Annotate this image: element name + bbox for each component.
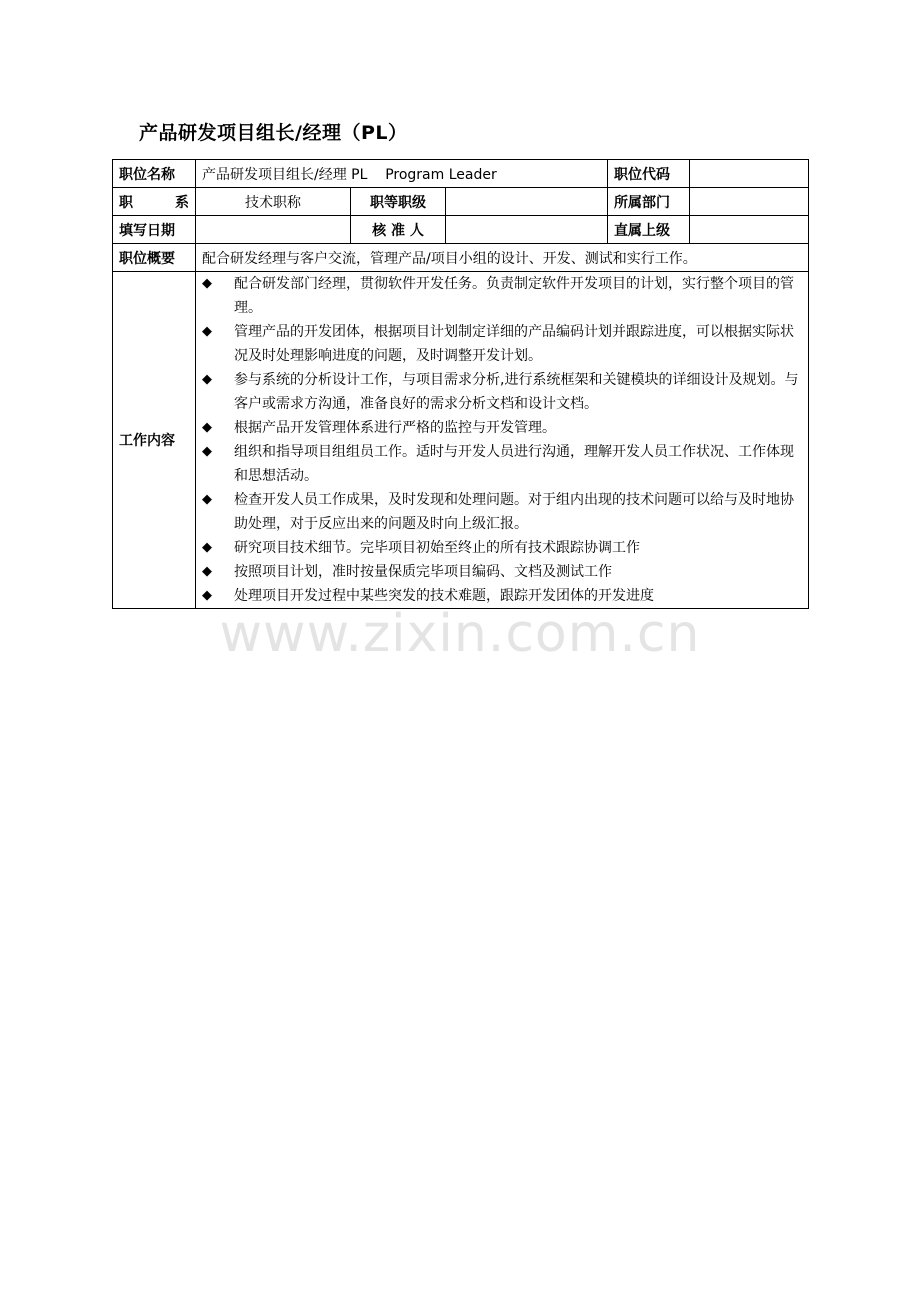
duty-text: 参与系统的分析设计工作，与项目需求分析,进行系统框架和关键模块的详细设计及规划。与客户或需求方沟通，准备良好的需求分析文档和设计文档。 xyxy=(234,372,799,412)
list-item xyxy=(202,440,802,488)
value-approver xyxy=(446,216,608,244)
label-job-family: 职 系 xyxy=(113,188,196,216)
label-supervisor: 直属上级 xyxy=(608,216,690,244)
diamond-bullet-icon: ◆ xyxy=(202,540,212,555)
duties-list xyxy=(202,272,802,608)
diamond-bullet-icon: ◆ xyxy=(202,444,212,459)
duty-text: 按照项目计划，准时按量保质完毕项目编码、文档及测试工作 xyxy=(234,564,612,580)
duty-text: 检查开发人员工作成果，及时发现和处理问题。对于组内出现的技术问题可以给与及时地协助处理，对于反应出来的问题及时向上级汇报。 xyxy=(234,492,794,532)
list-item xyxy=(202,536,802,560)
list-item xyxy=(202,320,802,368)
table-row-position xyxy=(113,160,809,188)
value-grade xyxy=(446,188,608,216)
value-department xyxy=(690,188,809,216)
label-position-name: 职位名称 xyxy=(113,160,196,188)
document-title: 产品研发项目组长/经理（PL） xyxy=(139,122,408,144)
list-item xyxy=(202,488,802,536)
diamond-bullet-icon: ◆ xyxy=(202,276,212,291)
list-item xyxy=(202,272,802,320)
duty-text: 研究项目技术细节。完毕项目初始至终止的所有技术跟踪协调工作 xyxy=(234,540,640,556)
value-position-name: 产品研发项目组长/经理 PL Program Leader xyxy=(196,160,608,188)
duty-text: 配合研发部门经理，贯彻软件开发任务。负责制定软件开发项目的计划，实行整个项目的管理。 xyxy=(234,276,794,316)
duty-text: 组织和指导项目组组员工作。适时与开发人员进行沟通，理解开发人员工作状况、工作体现和思想活动。 xyxy=(234,444,794,484)
duties-cell xyxy=(196,272,809,609)
list-item xyxy=(202,368,802,416)
diamond-bullet-icon: ◆ xyxy=(202,420,212,435)
label-summary: 职位概要 xyxy=(113,244,196,272)
label-approver: 核 准 人 xyxy=(351,216,446,244)
table-row-dates xyxy=(113,216,809,244)
duty-text: 处理项目开发过程中某些突发的技术难题，跟踪开发团体的开发进度 xyxy=(234,588,654,604)
table-row-family xyxy=(113,188,809,216)
table-row-duties xyxy=(113,272,809,609)
value-position-code xyxy=(690,160,809,188)
diamond-bullet-icon: ◆ xyxy=(202,564,212,579)
label-duties: 工作内容 xyxy=(113,272,196,609)
watermark: www.zixin.com.cn xyxy=(219,604,701,664)
label-position-code: 职位代码 xyxy=(608,160,690,188)
diamond-bullet-icon: ◆ xyxy=(202,492,212,507)
diamond-bullet-icon: ◆ xyxy=(202,324,212,339)
label-grade: 职等职级 xyxy=(351,188,446,216)
value-fill-date xyxy=(196,216,351,244)
list-item xyxy=(202,560,802,584)
value-job-family: 技术职称 xyxy=(196,188,351,216)
label-department: 所属部门 xyxy=(608,188,690,216)
list-item xyxy=(202,416,802,440)
diamond-bullet-icon: ◆ xyxy=(202,588,212,603)
value-summary: 配合研发经理与客户交流，管理产品/项目小组的设计、开发、测试和实行工作。 xyxy=(196,244,809,272)
job-description-table xyxy=(112,159,809,609)
table-row-summary xyxy=(113,244,809,272)
value-supervisor xyxy=(690,216,809,244)
label-fill-date: 填写日期 xyxy=(113,216,196,244)
diamond-bullet-icon: ◆ xyxy=(202,372,212,387)
duty-text: 管理产品的开发团体，根据项目计划制定详细的产品编码计划并跟踪进度，可以根据实际状况及时处理影响进度的问题，及时调整开发计划。 xyxy=(234,324,794,364)
duty-text: 根据产品开发管理体系进行严格的监控与开发管理。 xyxy=(234,420,556,436)
